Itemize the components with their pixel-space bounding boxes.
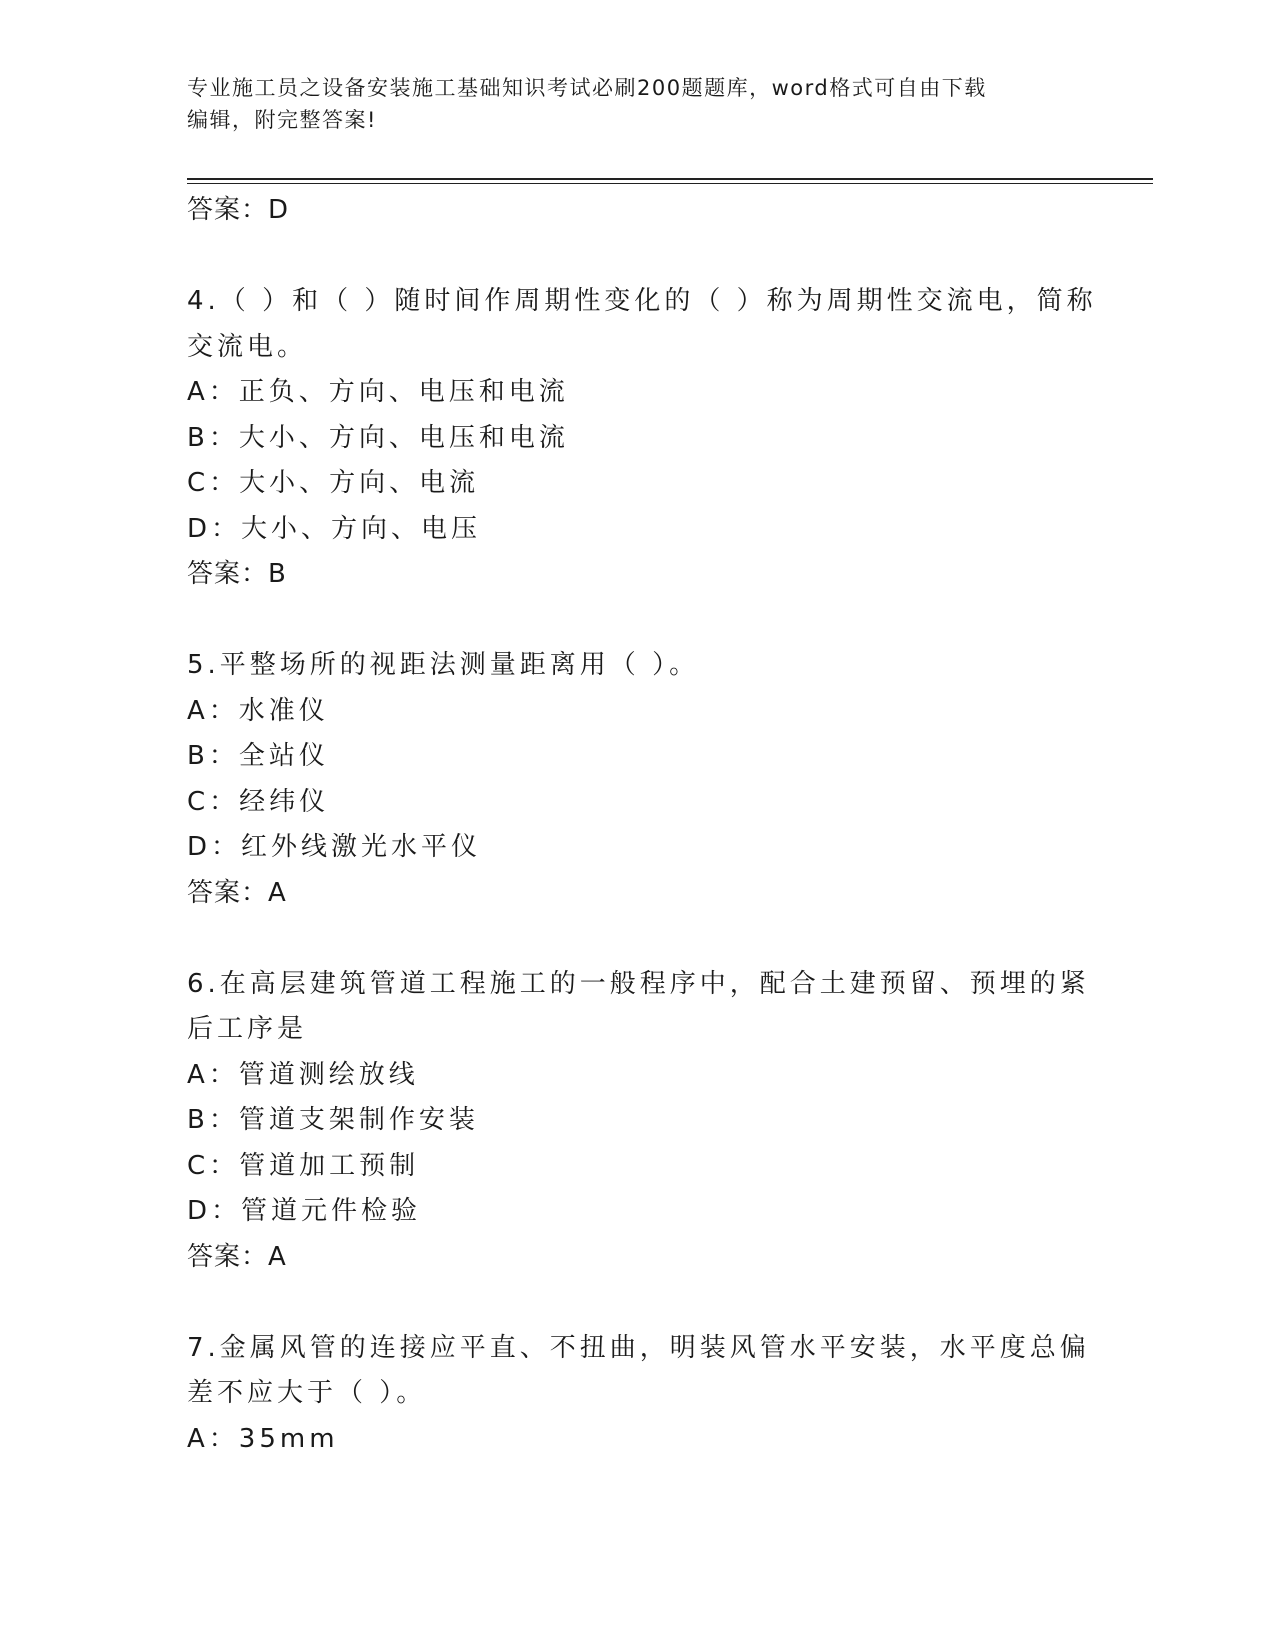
option-a: A：35mm: [187, 1423, 339, 1454]
answer-line: 答案：A: [187, 877, 287, 908]
question-stem: 5.平整场所的视距法测量距离用（ ）。: [187, 650, 700, 680]
answer-line: 答案：A: [187, 1241, 287, 1272]
header-line-2: 编辑，附完整答案!: [187, 108, 377, 132]
question-stem-cont: 差不应大于（ ）。: [187, 1378, 427, 1408]
question-stem-cont: 交流电。: [187, 331, 308, 362]
option-d: D：大小、方向、电压: [187, 513, 482, 544]
spacer: [187, 1280, 1087, 1326]
page-header: [187, 72, 1067, 136]
option-c: C：经纬仪: [187, 786, 330, 817]
option-a: A：水准仪: [187, 695, 329, 726]
header-divider: [187, 178, 1153, 180]
option-d: D：红外线激光水平仪: [187, 832, 482, 862]
spacer: [187, 916, 1087, 962]
question-stem: 6.在高层建筑管道工程施工的一般程序中，配合土建预留、预埋的紧: [187, 968, 1090, 999]
question-block: [187, 1326, 1090, 1463]
answer-line: 答案：D: [187, 195, 290, 225]
header-divider-thin: [187, 183, 1153, 184]
question-stem: 4.（ ）和（ ）随时间作周期性变化的（ ）称为周期性交流电，简称: [187, 286, 1097, 316]
option-c: C：大小、方向、电流: [187, 468, 480, 498]
question-block: [187, 962, 1090, 1281]
option-b: B：全站仪: [187, 741, 329, 771]
option-c: C：管道加工预制: [187, 1150, 420, 1181]
header-line-1: 专业施工员之设备安装施工基础知识考试必刷200题题库，word格式可自由下载: [187, 76, 987, 100]
option-a: A：管道测绘放线: [187, 1059, 419, 1090]
question-stem-cont: 后工序是: [187, 1014, 308, 1044]
option-a: A：正负、方向、电压和电流: [187, 377, 569, 407]
question-block: [187, 279, 1097, 598]
spacer: [187, 598, 1087, 644]
question-stem: 7.金属风管的连接应平直、不扭曲，明装风管水平安装，水平度总偏: [187, 1332, 1090, 1363]
answer-line: 答案：B: [187, 559, 287, 589]
option-d: D：管道元件检验: [187, 1196, 422, 1226]
option-b: B：管道支架制作安装: [187, 1105, 479, 1135]
option-b: B：大小、方向、电压和电流: [187, 422, 569, 453]
question-block: [187, 643, 1087, 916]
spacer: [187, 234, 1087, 280]
document-body: [187, 188, 1097, 1462]
